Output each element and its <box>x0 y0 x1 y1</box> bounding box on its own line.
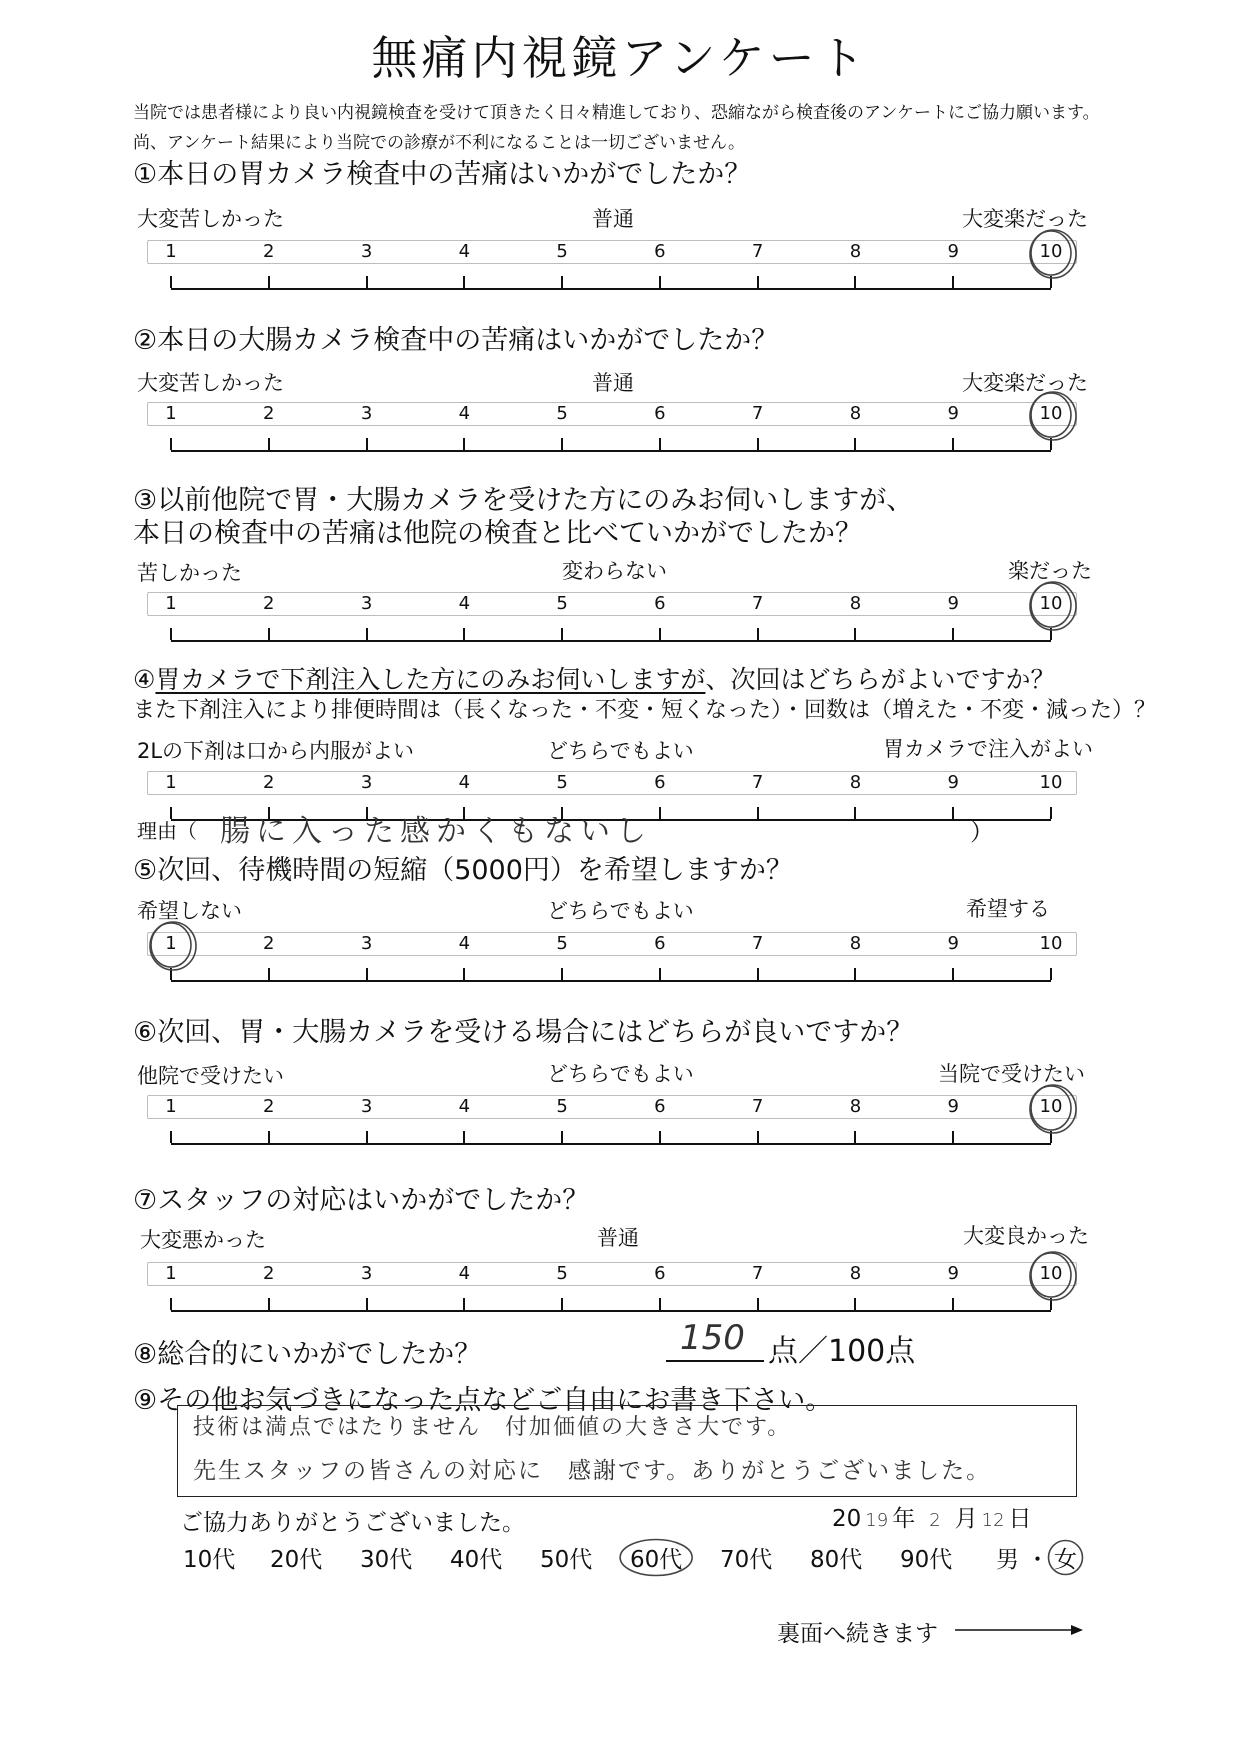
scale-tick-4 <box>463 1298 465 1310</box>
scale-number-5[interactable]: 5 <box>556 593 568 614</box>
scale-tick-9 <box>952 807 954 819</box>
scale-tick-7 <box>757 1298 759 1310</box>
right-arrow-icon <box>955 1620 1085 1640</box>
q4-left-label: 2Lの下剤は口から内服がよい <box>137 739 415 763</box>
scale-tick-8 <box>854 438 856 450</box>
question-5: ⑤次回、待機時間の短縮（5000円）を希望しますか？ <box>133 855 793 886</box>
scale-tick-7 <box>757 1131 759 1143</box>
scale-tick-4 <box>463 1131 465 1143</box>
scale-tick-10 <box>1050 276 1052 288</box>
scale-tick-8 <box>854 1298 856 1310</box>
scale-number-9[interactable]: 9 <box>947 1263 959 1284</box>
question-6: ⑥次回、胃・大腸カメラを受ける場合にはどちらが良いですか？ <box>133 1017 914 1048</box>
scale-number-10[interactable]: 10 <box>1039 1096 1063 1117</box>
scale-number-2[interactable]: 2 <box>263 772 275 793</box>
scale-number-3[interactable]: 3 <box>360 593 373 614</box>
scale-tick-10 <box>1050 968 1052 980</box>
scale-number-10[interactable]: 10 <box>1039 403 1063 424</box>
scale-tick-6 <box>659 1298 661 1310</box>
age-90s[interactable]: 90代 <box>900 1547 953 1573</box>
q3-scale[interactable] <box>147 592 1077 662</box>
question-4-line-2: また下剤注入により排便時間は（長くなった・不変・短くなった）・回数は（増えた・不変・減った）？ <box>133 698 1157 723</box>
scale-number-4[interactable]: 4 <box>458 1263 471 1284</box>
scale-tick-1 <box>170 276 172 288</box>
date-year-handwriting: 19 <box>865 1510 889 1531</box>
thanks-message: ご協力ありがとうございました。 <box>180 1510 525 1536</box>
scale-number-8[interactable]: 8 <box>849 593 862 614</box>
intro-line-1: 当院では患者様により良い内視鏡検査を受けて頂きたく日々精進しており、恐縮ながら検査後のアンケートにご協力願います。 <box>133 103 1100 123</box>
scale-number-6[interactable]: 6 <box>654 1096 666 1117</box>
scale-number-8[interactable]: 8 <box>849 933 862 954</box>
scale-number-8[interactable]: 8 <box>849 1096 862 1117</box>
scale-tick-10 <box>1050 1298 1052 1310</box>
scale-tick-2 <box>268 628 270 640</box>
scale-number-8[interactable]: 8 <box>849 1263 862 1284</box>
scale-number-2[interactable]: 2 <box>263 593 275 614</box>
scale-tick-6 <box>659 276 661 288</box>
scale-tick-8 <box>854 628 856 640</box>
scale-tick-8 <box>854 1131 856 1143</box>
question-9: ⑨その他お気づきになった点などご自由にお書き下さい。 <box>133 1385 833 1416</box>
date-prefix: 20 <box>832 1506 862 1532</box>
scale-tick-10 <box>1050 1131 1052 1143</box>
date-month-handwriting: 2 <box>929 1510 941 1531</box>
scale-tick-2 <box>268 1131 270 1143</box>
question-1: ①本日の胃カメラ検査中の苦痛はいかがでしたか？ <box>133 159 752 190</box>
q4-mid-label: どちらでもよい <box>547 739 694 763</box>
gender-male[interactable]: 男 <box>996 1547 1019 1573</box>
scale-number-9[interactable]: 9 <box>947 593 959 614</box>
scale-number-4[interactable]: 4 <box>458 772 471 793</box>
scale-number-10[interactable]: 10 <box>1039 241 1063 262</box>
q1-left-label: 大変苦しかった <box>137 207 284 231</box>
date-field[interactable] <box>832 1500 1032 1533</box>
q8-score-handwriting: 150 <box>680 1318 745 1358</box>
scale-number-4[interactable]: 4 <box>458 1096 471 1117</box>
scale-tick-9 <box>952 968 954 980</box>
question-3-line-1: ③以前他院で胃・大腸カメラを受けた方にのみお伺いしますが、 <box>133 485 914 516</box>
scale-tick-1 <box>170 628 172 640</box>
date-day-label: 日 <box>1008 1506 1032 1532</box>
scale-box <box>147 402 1077 426</box>
scale-number-7[interactable]: 7 <box>751 1263 764 1284</box>
q5-mid-label: どちらでもよい <box>547 899 694 923</box>
scale-number-9[interactable]: 9 <box>947 772 959 793</box>
scale-tick-8 <box>854 807 856 819</box>
q9-comment-line-1: 技術は満点ではたりません 付加価値の大きさ大です。 <box>193 1415 792 1440</box>
scale-number-5[interactable]: 5 <box>556 772 568 793</box>
q5-left-label: 希望しない <box>137 899 242 923</box>
scale-number-2[interactable]: 2 <box>263 933 275 954</box>
scale-tick-3 <box>366 438 368 450</box>
scale-number-4[interactable]: 4 <box>458 933 471 954</box>
scale-number-9[interactable]: 9 <box>947 241 959 262</box>
scale-tick-3 <box>366 628 368 640</box>
scale-number-1[interactable]: 1 <box>165 593 177 614</box>
scale-tick-6 <box>659 968 661 980</box>
q4-condition: 胃カメラで下剤注入した方にのみお伺いしますが <box>155 665 706 694</box>
date-day-handwriting: 12 <box>981 1510 1005 1531</box>
scale-number-6[interactable]: 6 <box>654 593 666 614</box>
age-20s[interactable]: 20代 <box>270 1547 323 1573</box>
scale-number-10[interactable]: 10 <box>1039 933 1063 954</box>
scale-tick-10 <box>1050 807 1052 819</box>
scale-number-5[interactable]: 5 <box>556 1096 568 1117</box>
scale-number-3[interactable]: 3 <box>360 1096 373 1117</box>
q3-right-label: 楽だった <box>1008 559 1092 583</box>
scale-box <box>147 771 1077 795</box>
q4-reason-close: ） <box>970 818 994 846</box>
q7-mid-label: 普通 <box>597 1226 639 1250</box>
scale-number-2[interactable]: 2 <box>263 1096 275 1117</box>
scale-number-7[interactable]: 7 <box>751 241 764 262</box>
scale-tick-6 <box>659 438 661 450</box>
scale-number-10[interactable]: 10 <box>1039 772 1063 793</box>
scale-tick-3 <box>366 968 368 980</box>
scale-number-8[interactable]: 8 <box>849 403 862 424</box>
scale-number-6[interactable]: 6 <box>654 241 666 262</box>
q6-scale[interactable] <box>147 1095 1077 1165</box>
scale-tick-7 <box>757 276 759 288</box>
age-40s[interactable]: 40代 <box>450 1547 503 1573</box>
q8-score-unit: 点／100点 <box>768 1334 916 1369</box>
scale-tick-5 <box>561 968 563 980</box>
age-30s[interactable]: 30代 <box>360 1547 413 1573</box>
scale-tick-8 <box>854 276 856 288</box>
scale-number-3[interactable]: 3 <box>360 403 373 424</box>
scale-box <box>147 932 1077 956</box>
continue-note: 裏面へ続きます <box>777 1621 938 1647</box>
question-2: ②本日の大腸カメラ検査中の苦痛はいかがでしたか？ <box>133 325 779 356</box>
q5-scale[interactable] <box>147 932 1077 1002</box>
age-80s[interactable]: 80代 <box>810 1547 863 1573</box>
scale-number-7[interactable]: 7 <box>751 772 764 793</box>
scale-number-8[interactable]: 8 <box>849 772 862 793</box>
q4-question: 、次回はどちらがよいですか？ <box>705 665 1056 694</box>
scale-tick-1 <box>170 438 172 450</box>
scale-tick-3 <box>366 1298 368 1310</box>
scale-number-9[interactable]: 9 <box>947 933 959 954</box>
scale-number-7[interactable]: 7 <box>751 933 764 954</box>
scale-number-6[interactable]: 6 <box>654 772 666 793</box>
q3-left-label: 苦しかった <box>137 561 242 585</box>
age-60s[interactable]: 60代 <box>630 1547 683 1573</box>
scale-number-5[interactable]: 5 <box>556 241 568 262</box>
scale-tick-5 <box>561 438 563 450</box>
q3-mid-label: 変わらない <box>562 559 667 583</box>
q7-left-label: 大変悪かった <box>140 1228 266 1252</box>
q1-right-label: 大変楽だった <box>962 207 1088 231</box>
date-month-label: 月 <box>954 1506 978 1532</box>
scale-number-3[interactable]: 3 <box>360 1263 373 1284</box>
scale-number-6[interactable]: 6 <box>654 403 666 424</box>
scale-number-7[interactable]: 7 <box>751 1096 764 1117</box>
scale-line <box>171 640 1051 642</box>
scale-tick-9 <box>952 276 954 288</box>
q4-number: ④ <box>133 665 156 694</box>
scale-tick-2 <box>268 438 270 450</box>
scale-tick-8 <box>854 968 856 980</box>
scale-tick-2 <box>268 968 270 980</box>
scale-box <box>147 592 1077 616</box>
scale-line <box>171 450 1051 452</box>
scale-number-2[interactable]: 2 <box>263 1263 275 1284</box>
scale-number-2[interactable]: 2 <box>263 241 275 262</box>
scale-box <box>147 1262 1077 1286</box>
scale-tick-9 <box>952 1131 954 1143</box>
scale-tick-10 <box>1050 628 1052 640</box>
scale-tick-6 <box>659 1131 661 1143</box>
question-3-line-2: 本日の検査中の苦痛は他院の検査と比べていかがでしたか？ <box>133 518 862 549</box>
scale-number-4[interactable]: 4 <box>458 241 471 262</box>
q9-comment-line-2: 先生スタッフの皆さんの対応に 感謝です。ありがとうございました。 <box>193 1458 992 1484</box>
scale-tick-2 <box>268 276 270 288</box>
age-50s[interactable]: 50代 <box>540 1547 593 1573</box>
scale-number-4[interactable]: 4 <box>458 593 471 614</box>
scale-number-3[interactable]: 3 <box>360 933 373 954</box>
scale-number-1[interactable]: 1 <box>165 772 177 793</box>
gender-female[interactable]: 女 <box>1054 1547 1077 1573</box>
q5-right-label: 希望する <box>966 897 1050 921</box>
q4-reason-handwriting[interactable]: 腸に入った感かくもないし <box>220 814 652 849</box>
q6-right-label: 当院で受けたい <box>938 1062 1085 1086</box>
scale-number-9[interactable]: 9 <box>947 403 959 424</box>
scale-tick-9 <box>952 438 954 450</box>
q7-scale[interactable] <box>147 1262 1077 1332</box>
q2-left-label: 大変苦しかった <box>137 371 284 395</box>
q6-mid-label: どちらでもよい <box>547 1062 694 1086</box>
scale-number-3[interactable]: 3 <box>360 772 373 793</box>
scale-number-3[interactable]: 3 <box>360 241 373 262</box>
scale-number-1[interactable]: 1 <box>165 241 177 262</box>
gender-separator: ・ <box>1026 1547 1049 1573</box>
question-7: ⑦スタッフの対応はいかがでしたか？ <box>133 1185 590 1216</box>
q1-scale[interactable] <box>147 240 1077 310</box>
scale-tick-7 <box>757 438 759 450</box>
scale-number-9[interactable]: 9 <box>947 1096 959 1117</box>
scale-tick-5 <box>561 1298 563 1310</box>
scale-number-5[interactable]: 5 <box>556 1263 568 1284</box>
scale-box <box>147 240 1077 264</box>
survey-title: 無痛内視鏡アンケート <box>371 31 869 85</box>
scale-number-10[interactable]: 10 <box>1039 1263 1063 1284</box>
scale-number-2[interactable]: 2 <box>263 403 275 424</box>
scale-tick-7 <box>757 807 759 819</box>
scale-box <box>147 1095 1077 1119</box>
question-8: ⑧総合的にいかがでしたか？ <box>133 1339 482 1370</box>
scale-line <box>171 1143 1051 1145</box>
q1-mid-label: 普通 <box>592 207 634 231</box>
q2-right-label: 大変楽だった <box>962 371 1088 395</box>
scale-number-4[interactable]: 4 <box>458 403 471 424</box>
scale-number-5[interactable]: 5 <box>556 933 568 954</box>
scale-tick-10 <box>1050 438 1052 450</box>
scale-number-1[interactable]: 1 <box>165 933 177 954</box>
scale-tick-1 <box>170 1298 172 1310</box>
scale-number-6[interactable]: 6 <box>654 1263 666 1284</box>
scale-number-5[interactable]: 5 <box>556 403 568 424</box>
scale-number-8[interactable]: 8 <box>849 241 862 262</box>
scale-tick-4 <box>463 628 465 640</box>
scale-number-1[interactable]: 1 <box>165 403 177 424</box>
q4-reason-label: 理由（ <box>137 819 197 843</box>
scale-number-1[interactable]: 1 <box>165 1096 177 1117</box>
q2-scale[interactable] <box>147 402 1077 472</box>
scale-tick-9 <box>952 1298 954 1310</box>
scale-line <box>171 288 1051 290</box>
q6-left-label: 他院で受けたい <box>137 1064 284 1088</box>
scale-tick-1 <box>170 968 172 980</box>
q8-score-field[interactable] <box>666 1318 764 1362</box>
age-70s[interactable]: 70代 <box>720 1547 773 1573</box>
scale-line <box>171 1310 1051 1312</box>
scale-tick-9 <box>952 628 954 640</box>
date-year-label: 年 <box>892 1506 916 1532</box>
age-10s[interactable]: 10代 <box>183 1547 236 1573</box>
scale-tick-2 <box>268 1298 270 1310</box>
scale-tick-6 <box>659 807 661 819</box>
scale-number-10[interactable]: 10 <box>1039 593 1063 614</box>
scale-tick-6 <box>659 628 661 640</box>
q2-mid-label: 普通 <box>592 371 634 395</box>
scale-tick-1 <box>170 1131 172 1143</box>
scale-tick-3 <box>366 276 368 288</box>
scale-tick-7 <box>757 628 759 640</box>
scale-tick-4 <box>463 438 465 450</box>
scale-number-7[interactable]: 7 <box>751 593 764 614</box>
scale-number-1[interactable]: 1 <box>165 1263 177 1284</box>
scale-tick-4 <box>463 968 465 980</box>
scale-tick-5 <box>561 276 563 288</box>
scale-line <box>171 980 1051 982</box>
intro-line-2: 尚、アンケート結果により当院での診療が不利になることは一切ございません。 <box>133 133 745 153</box>
q4-right-label: 胃カメラで注入がよい <box>883 737 1093 761</box>
scale-tick-3 <box>366 1131 368 1143</box>
q7-right-label: 大変良かった <box>963 1224 1089 1248</box>
scale-tick-5 <box>561 628 563 640</box>
scale-tick-7 <box>757 968 759 980</box>
question-4-line-1 <box>133 660 1055 696</box>
scale-number-6[interactable]: 6 <box>654 933 666 954</box>
scale-tick-4 <box>463 276 465 288</box>
scale-tick-5 <box>561 1131 563 1143</box>
scale-number-7[interactable]: 7 <box>751 403 764 424</box>
